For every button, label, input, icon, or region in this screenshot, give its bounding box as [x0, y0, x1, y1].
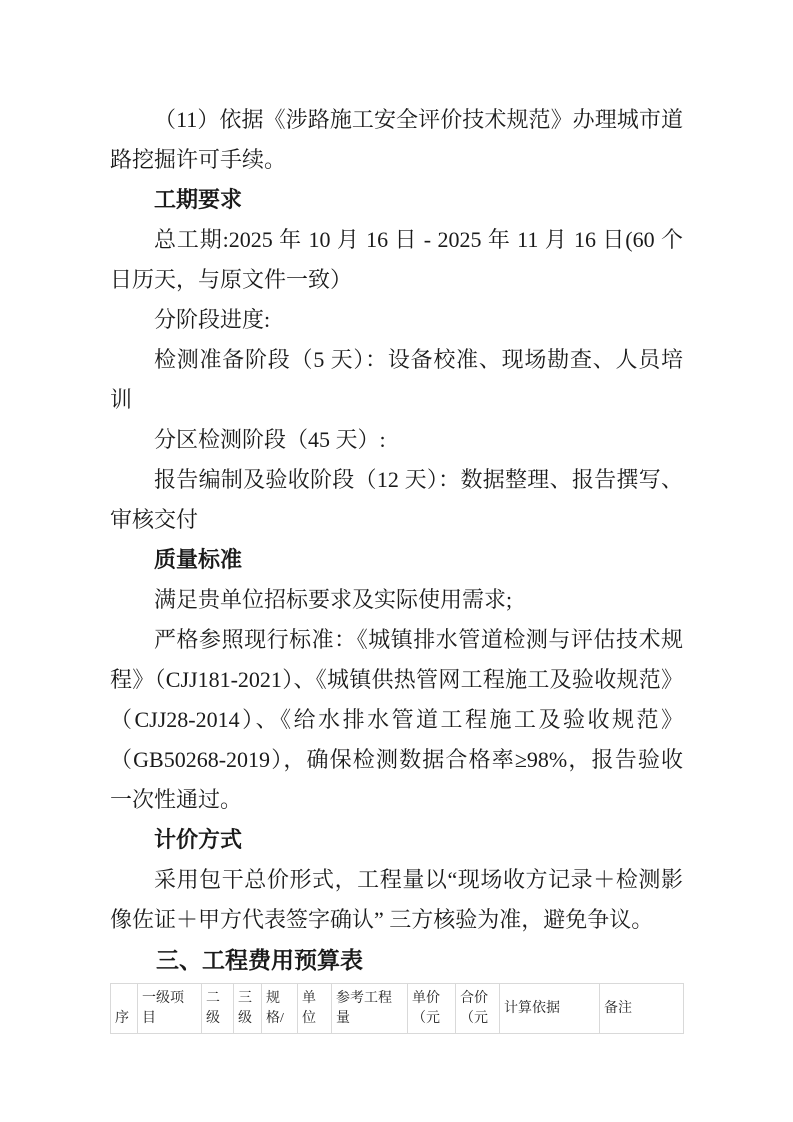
header-cell-total-price: 合价（元: [456, 984, 500, 1034]
paragraph-phase-progress-label: 分阶段进度:: [154, 307, 271, 332]
document-body: [110, 0, 683, 1034]
heading-quality-standard: 质量标准: [154, 547, 243, 572]
header-cell-level3: 三级: [234, 984, 262, 1034]
header-cell-level1-item: 一级项目: [138, 984, 202, 1034]
paragraph-total-duration: 总工期:2025 年 10 月 16 日 - 2025 年 11 月 16 日(60 个日历天，与原文件一致）: [110, 227, 683, 292]
budget-table-header-row: [111, 984, 684, 1034]
heading-construction-period: 工期要求: [154, 187, 243, 212]
paragraph-report-phase: 报告编制及验收阶段（12 天）：数据整理、报告撰写、审核交付: [110, 467, 683, 532]
paragraph-preparation-phase: 检测准备阶段（5 天）：设备校准、现场勘查、人员培训: [110, 347, 683, 412]
header-cell-unit-price: 单价（元: [408, 984, 456, 1034]
header-cell-reference-quantity: 参考工程量: [332, 984, 408, 1034]
paragraph-meet-requirements: 满足贵单位招标要求及实际使用需求;: [154, 587, 513, 612]
paragraph-road-permit: （11）依据《涉路施工安全评价技术规范》办理城市道路挖掘许可手续。: [110, 107, 683, 172]
header-cell-sequence: 序: [111, 984, 138, 1034]
budget-table: [110, 983, 684, 1034]
header-cell-unit: 单位: [298, 984, 332, 1034]
paragraph-standards-reference: 严格参照现行标准：《城镇排水管道检测与评估技术规程》（CJJ181-2021）、《城镇供热管网工程施工及验收规范》（CJJ28-2014）、《给水排水管道工程施工及验收规范》（GB50268-2019），确保检测数据合格率≥98%，报告验收一次性通过。: [110, 627, 683, 812]
header-cell-level2: 二级: [202, 984, 234, 1034]
heading-pricing-method: 计价方式: [154, 827, 243, 852]
paragraph-lump-sum-pricing: 采用包干总价形式，工程量以“现场收方记录＋检测影像佐证＋甲方代表签字确认” 三方核验为准，避免争议。: [110, 867, 683, 932]
paragraph-zone-inspection-phase: 分区检测阶段（45 天）:: [154, 427, 386, 452]
header-cell-spec: 规格/: [262, 984, 298, 1034]
heading-budget-table: 三、工程费用预算表: [156, 947, 363, 973]
header-cell-remarks: 备注: [600, 984, 684, 1034]
header-cell-calculation-basis: 计算依据: [500, 984, 600, 1034]
